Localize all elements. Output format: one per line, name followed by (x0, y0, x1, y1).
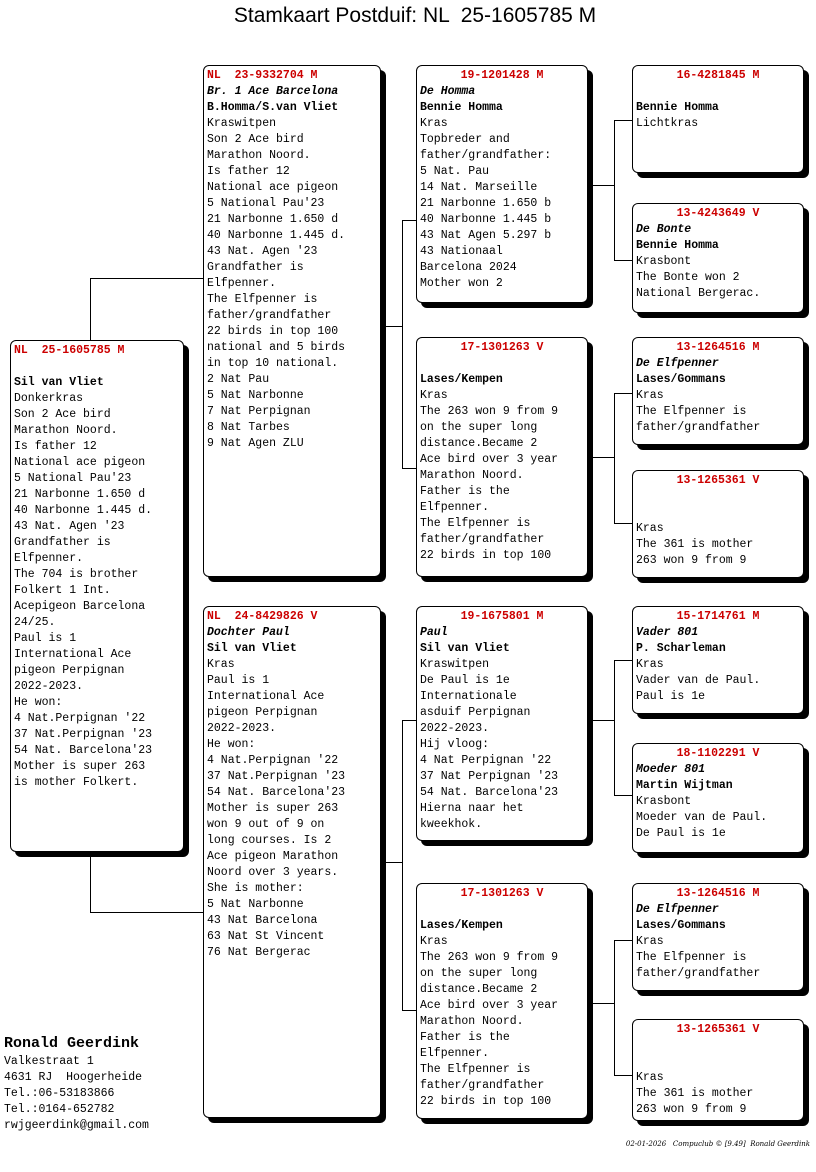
pigeon-name: De Elfpenner (636, 357, 719, 370)
great-grandparent-card[interactable] (632, 883, 804, 991)
connector-line (588, 457, 614, 458)
breeder-postcode: 4631 RJ Hoogerheide (4, 1071, 143, 1084)
ring-number: 15-1714761 M (676, 610, 760, 623)
footer-credits: 02-01-2026 Compuclub © [9.49] Ronald Geerdink (625, 1140, 810, 1148)
description (420, 657, 584, 833)
text-line: Mother is super 263 (207, 802, 339, 815)
text-line: 76 Nat Bergerac (207, 946, 311, 959)
text-line: He won: (14, 696, 63, 709)
text-line: Ace pigeon Marathon (207, 850, 339, 863)
pigeon-name (636, 84, 800, 100)
connector-line (90, 278, 91, 340)
text-line: Kras (636, 658, 664, 671)
text-line: father/grandfather (207, 309, 332, 322)
text-line: Acepigeon Barcelona (14, 600, 146, 613)
owner-name: P. Scharleman (636, 642, 726, 655)
text-line: 4 Nat.Perpignan '22 (14, 712, 146, 725)
text-line: 37 Nat Perpignan '23 (420, 770, 559, 783)
text-line: in top 10 national. (207, 357, 339, 370)
text-line: father/grandfather (420, 533, 545, 546)
text-line: The Bonte won 2 (636, 271, 740, 284)
text-line: long courses. Is 2 (207, 834, 332, 847)
text-line: Vader van de Paul. (636, 674, 761, 687)
text-line: 40 Narbonne 1.445 d. (14, 504, 153, 517)
text-line: 5 Nat Narbonne (207, 389, 304, 402)
text-line: Son 2 Ace bird (14, 408, 111, 421)
text-line: 43 Nat Barcelona (207, 914, 318, 927)
text-line: The 704 is brother (14, 568, 139, 581)
text-line: Mother is super 263 (14, 760, 146, 773)
text-line: kweekhok. (420, 818, 483, 831)
text-line: Paul is 1 (14, 632, 77, 645)
description (14, 391, 180, 791)
text-line: De Paul is 1e (420, 674, 510, 687)
text-line: Elfpenner. (420, 501, 490, 514)
connector-line (614, 660, 632, 661)
breeder-info (4, 1034, 149, 1134)
pigeon-name (636, 1038, 800, 1054)
text-line: The 263 won 9 from 9 (420, 405, 559, 418)
text-line: Noord over 3 years. (207, 866, 339, 879)
text-line: Kras (636, 935, 664, 948)
text-line: on the super long (420, 967, 538, 980)
text-line: Lichtkras (636, 117, 699, 130)
text-line: Paul is 1 (207, 674, 270, 687)
owner-name: B.Homma/S.van Vliet (207, 101, 339, 114)
text-line: 2022-2023. (420, 722, 490, 735)
owner-name: Sil van Vliet (14, 376, 104, 389)
pigeon-name: Moeder 801 (636, 763, 706, 776)
connector-line (402, 220, 403, 468)
ring-number: 13-1265361 V (676, 1023, 760, 1036)
connector-line (402, 1010, 417, 1011)
text-line: Father is the (420, 485, 510, 498)
text-line: Hierna naar het (420, 802, 524, 815)
grandmother-maternal-card[interactable] (416, 883, 588, 1119)
great-grandparent-card[interactable] (632, 743, 804, 853)
description (420, 934, 584, 1110)
pigeon-name (636, 489, 800, 505)
text-line: 21 Narbonne 1.650 d (207, 213, 339, 226)
text-line: won 9 out of 9 on (207, 818, 325, 831)
text-line: 2 Nat Pau (207, 373, 270, 386)
text-line: Barcelona 2024 (420, 261, 517, 274)
text-line: father/grandfather (420, 1079, 545, 1092)
text-line: 5 Nat Narbonne (207, 898, 304, 911)
text-line: on the super long (420, 421, 538, 434)
owner-name: Lases/Kempen (420, 373, 503, 386)
breeder-email[interactable]: rwjgeerdink@gmail.com (4, 1119, 149, 1132)
text-line: 263 won 9 from 9 (636, 554, 747, 567)
text-line: distance.Became 2 (420, 437, 538, 450)
pigeon-name: Paul (420, 626, 448, 639)
text-line: 2022-2023. (207, 722, 277, 735)
pigeon-name: Vader 801 (636, 626, 699, 639)
text-line: 5 Nat. Pau (420, 165, 490, 178)
connector-line (614, 1075, 632, 1076)
connector-line (614, 660, 615, 795)
subject-card[interactable] (10, 340, 184, 852)
breeder-name: Ronald Geerdink (4, 1035, 140, 1052)
breeder-address: Valkestraat 1 (4, 1055, 94, 1068)
text-line: father/grandfather (636, 421, 761, 434)
text-line: Elfpenner. (14, 552, 84, 565)
text-line: Mother won 2 (420, 277, 503, 290)
connector-line (381, 862, 402, 863)
text-line: National Bergerac. (636, 287, 761, 300)
ring-number: 19-1201428 M (460, 69, 544, 82)
connector-line (614, 523, 632, 524)
text-line: Ace bird over 3 year (420, 999, 559, 1012)
text-line: 21 Narbonne 1.650 d (14, 488, 146, 501)
text-line: 54 Nat. Barcelona'23 (207, 786, 346, 799)
text-line: Folkert 1 Int. (14, 584, 111, 597)
owner-name: Bennie Homma (636, 239, 719, 252)
connector-line (614, 120, 632, 121)
great-grandparent-card[interactable] (632, 606, 804, 714)
connector-line (588, 720, 614, 721)
text-line: 2022-2023. (14, 680, 84, 693)
pigeon-name: De Homma (420, 85, 476, 98)
mother-card[interactable] (203, 606, 381, 1118)
text-line: father/grandfather (636, 967, 761, 980)
connector-line (402, 720, 417, 721)
owner-name: Martin Wijtman (636, 779, 733, 792)
page-title: Stamkaart Postduif: NL 25-1605785 M (233, 4, 597, 27)
text-line: 14 Nat. Marseille (420, 181, 538, 194)
text-line: The Elfpenner is (420, 1063, 531, 1076)
text-line: Kraswitpen (207, 117, 277, 130)
text-line: Donkerkras (14, 392, 84, 405)
grandmother-paternal-card[interactable] (416, 337, 588, 577)
text-line: 43 Nat. Agen '23 (14, 520, 125, 533)
text-line: Kras (636, 389, 664, 402)
connector-line (614, 940, 615, 1075)
text-line: national and 5 birds (207, 341, 346, 354)
connector-line (90, 852, 91, 912)
text-line: Marathon Noord. (14, 424, 118, 437)
text-line: 54 Nat. Barcelona'23 (420, 786, 559, 799)
text-line: The Elfpenner is (636, 405, 747, 418)
great-grandparent-card[interactable] (632, 337, 804, 445)
ring-number: 16-4281845 M (676, 69, 760, 82)
text-line: 263 won 9 from 9 (636, 1103, 747, 1116)
text-line: Kraswitpen (420, 658, 490, 671)
text-line: 22 birds in top 100 (207, 325, 339, 338)
connector-line (402, 468, 417, 469)
connector-line (614, 393, 615, 523)
text-line: Grandfather is (14, 536, 111, 549)
pigeon-name: De Elfpenner (636, 903, 719, 916)
text-line: Paul is 1e (636, 690, 706, 703)
text-line: 5 National Pau'23 (14, 472, 132, 485)
connector-line (614, 940, 632, 941)
text-line: Krasbont (636, 795, 692, 808)
ring-number: 13-4243649 V (676, 207, 760, 220)
ring-number: 17-1301263 V (460, 341, 544, 354)
text-line: 43 Nationaal (420, 245, 503, 258)
owner-name: Lases/Gommans (636, 919, 726, 932)
connector-line (614, 393, 632, 394)
text-line: National ace pigeon (207, 181, 339, 194)
connector-line (90, 278, 204, 279)
text-line: distance.Became 2 (420, 983, 538, 996)
text-line: Topbreder and (420, 133, 510, 146)
ring-number: 13-1264516 M (676, 887, 760, 900)
text-line: She is mother: (207, 882, 304, 895)
ring-number: 19-1675801 M (460, 610, 544, 623)
ring-number: 13-1264516 M (676, 341, 760, 354)
text-line: 24/25. (14, 616, 56, 629)
text-line: The Elfpenner is (207, 293, 318, 306)
text-line: Hij vloog: (420, 738, 490, 751)
owner-name: Lases/Kempen (420, 919, 503, 932)
text-line: 5 National Pau'23 (207, 197, 325, 210)
description (207, 116, 377, 452)
connector-line (381, 326, 402, 327)
text-line: National ace pigeon (14, 456, 146, 469)
text-line: asduif Perpignan (420, 706, 531, 719)
description (420, 116, 584, 292)
connector-line (402, 720, 403, 1010)
owner-name: Bennie Homma (636, 101, 719, 114)
text-line: He won: (207, 738, 256, 751)
text-line: Grandfather is (207, 261, 304, 274)
owner-name: Lases/Gommans (636, 373, 726, 386)
owner-name: Sil van Vliet (207, 642, 297, 655)
ring-number: 17-1301263 V (460, 887, 544, 900)
text-line: 43 Nat Agen 5.297 b (420, 229, 552, 242)
text-line: 7 Nat Perpignan (207, 405, 311, 418)
connector-line (614, 120, 615, 260)
text-line: 8 Nat Tarbes (207, 421, 290, 434)
text-line: 22 birds in top 100 (420, 549, 552, 562)
description (420, 388, 584, 564)
text-line: Marathon Noord. (420, 1015, 524, 1028)
pigeon-name (420, 356, 584, 372)
text-line: Kras (636, 1071, 664, 1084)
pigeon-name: Dochter Paul (207, 626, 290, 639)
ring-number: NL 23-9332704 M (207, 69, 318, 82)
text-line: Kras (420, 389, 448, 402)
text-line: Father is the (420, 1031, 510, 1044)
text-line: Son 2 Ace bird (207, 133, 304, 146)
connector-line (614, 260, 632, 261)
text-line: Elfpenner. (420, 1047, 490, 1060)
text-line: The 361 is mother (636, 1087, 754, 1100)
connector-line (402, 220, 417, 221)
pigeon-name (14, 359, 180, 375)
text-line: 43 Nat. Agen '23 (207, 245, 318, 258)
pigeon-name: Br. 1 Ace Barcelona (207, 85, 339, 98)
text-line: 40 Narbonne 1.445 d. (207, 229, 346, 242)
text-line: De Paul is 1e (636, 827, 726, 840)
text-line: Kras (420, 935, 448, 948)
text-line: Kras (420, 117, 448, 130)
connector-line (614, 795, 632, 796)
text-line: The 361 is mother (636, 538, 754, 551)
great-grandparent-card[interactable] (632, 470, 804, 578)
owner-name: Bennie Homma (420, 101, 503, 114)
breeder-phone: Tel.:06-53183866 (4, 1087, 115, 1100)
text-line: 4 Nat Perpignan '22 (420, 754, 552, 767)
owner-name (636, 1054, 800, 1070)
text-line: pigeon Perpignan (14, 664, 125, 677)
ring-number: 18-1102291 V (676, 747, 760, 760)
connector-line (588, 1003, 614, 1004)
ring-number: 13-1265361 V (676, 474, 760, 487)
ring-number: NL 24-8429826 V (207, 610, 318, 623)
text-line: 37 Nat.Perpignan '23 (207, 770, 346, 783)
text-line: International Ace (207, 690, 325, 703)
text-line: Kras (636, 522, 664, 535)
connector-line (588, 185, 614, 186)
text-line: The 263 won 9 from 9 (420, 951, 559, 964)
pigeon-name (420, 902, 584, 918)
text-line: International Ace (14, 648, 132, 661)
text-line: Krasbont (636, 255, 692, 268)
connector-line (90, 912, 204, 913)
description (207, 657, 377, 961)
grandfather-maternal-card[interactable] (416, 606, 588, 841)
text-line: pigeon Perpignan (207, 706, 318, 719)
text-line: Elfpenner. (207, 277, 277, 290)
text-line: Moeder van de Paul. (636, 811, 768, 824)
great-grandparent-card[interactable] (632, 1019, 804, 1121)
text-line: 54 Nat. Barcelona'23 (14, 744, 153, 757)
father-card[interactable] (203, 65, 381, 577)
breeder-phone: Tel.:0164-652782 (4, 1103, 115, 1116)
text-line: 9 Nat Agen ZLU (207, 437, 304, 450)
text-line: 21 Narbonne 1.650 b (420, 197, 552, 210)
text-line: father/grandfather: (420, 149, 552, 162)
pigeon-name: De Bonte (636, 223, 692, 236)
text-line: 4 Nat.Perpignan '22 (207, 754, 339, 767)
ring-number: NL 25-1605785 M (14, 344, 125, 357)
text-line: The Elfpenner is (420, 517, 531, 530)
text-line: 37 Nat.Perpignan '23 (14, 728, 153, 741)
grandfather-paternal-card[interactable] (416, 65, 588, 303)
text-line: Internationale (420, 690, 517, 703)
text-line: is mother Folkert. (14, 776, 139, 789)
text-line: 40 Narbonne 1.445 b (420, 213, 552, 226)
text-line: Marathon Noord. (420, 469, 524, 482)
text-line: Marathon Noord. (207, 149, 311, 162)
text-line: Is father 12 (14, 440, 97, 453)
owner-name (636, 505, 800, 521)
text-line: The Elfpenner is (636, 951, 747, 964)
text-line: Kras (207, 658, 235, 671)
owner-name: Sil van Vliet (420, 642, 510, 655)
text-line: 63 Nat St Vincent (207, 930, 325, 943)
text-line: 22 birds in top 100 (420, 1095, 552, 1108)
great-grandparent-card[interactable] (632, 203, 804, 313)
text-line: Is father 12 (207, 165, 290, 178)
text-line: Ace bird over 3 year (420, 453, 559, 466)
great-grandparent-card[interactable] (632, 65, 804, 173)
